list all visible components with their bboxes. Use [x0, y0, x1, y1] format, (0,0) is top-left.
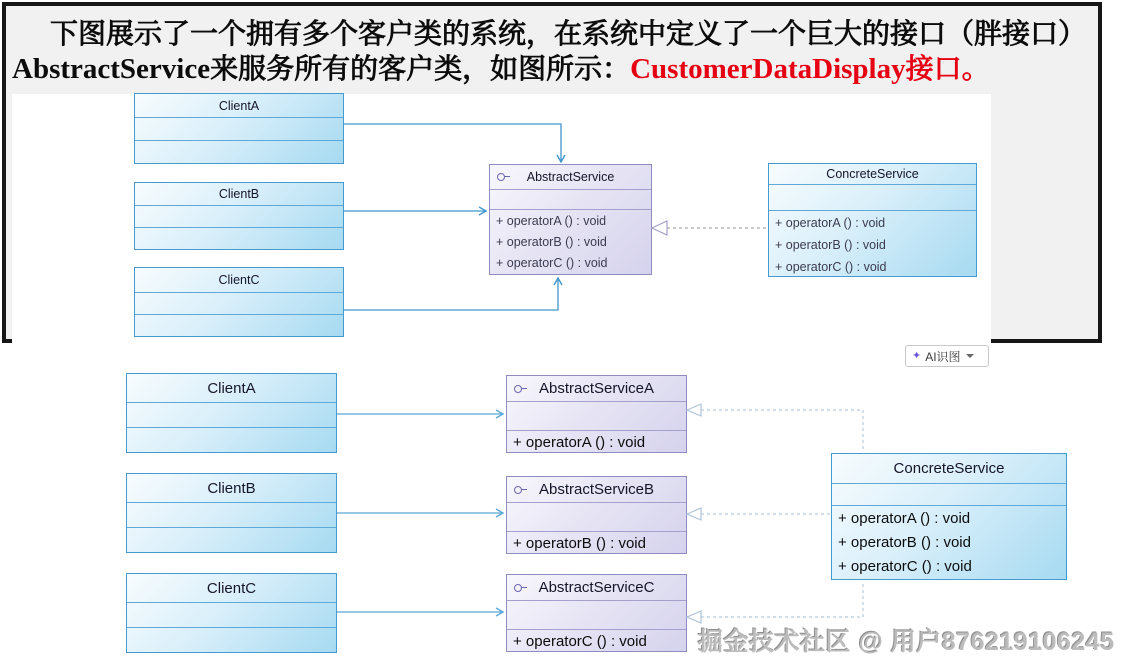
bottom-interface-abstractservicea	[506, 375, 687, 453]
interface-title	[490, 165, 651, 189]
headline-line1: 下图展示了一个拥有多个客户类的系统，在系统中定义了一个巨大的接口（胖接口）	[50, 18, 1087, 49]
attributes-compartment	[832, 483, 1066, 505]
class-title: ClientB	[218, 187, 260, 201]
top-class-clientc	[134, 267, 344, 337]
attributes-compartment	[507, 401, 686, 430]
method: + operatorC () : void	[838, 558, 972, 575]
method: + operatorC () : void	[513, 633, 647, 650]
class-title: ClientC	[218, 273, 260, 287]
top-class-clientb	[134, 182, 344, 250]
bottom-interface-abstractservicec	[506, 574, 687, 652]
interface-title	[507, 376, 686, 401]
watermark: 掘金技术社区 @ 用户876219106245	[698, 628, 1115, 656]
realization-triangle	[687, 404, 701, 416]
attributes-compartment	[135, 292, 343, 314]
attributes-compartment	[507, 502, 686, 531]
class-title: ConcreteService	[826, 167, 919, 181]
class-title: ClientA	[207, 379, 256, 397]
interface-lollipop-icon	[514, 486, 522, 494]
class-title: ClientA	[218, 98, 260, 113]
class-title: ClientB	[207, 479, 256, 497]
interface-name: AbstractService	[526, 170, 615, 184]
interface-name: AbstractServiceB	[538, 481, 655, 498]
operations-compartment	[832, 505, 1066, 579]
attributes-compartment	[769, 184, 976, 210]
operations-compartment	[135, 227, 343, 249]
method: + operatorC () : void	[775, 260, 887, 274]
chevron-down-icon	[966, 354, 974, 358]
class-title: ConcreteService	[893, 460, 1005, 477]
operations-compartment	[127, 627, 336, 652]
attributes-compartment	[507, 600, 686, 629]
method: + operatorB () : void	[775, 238, 886, 252]
attributes-compartment	[490, 189, 651, 209]
interface-name: AbstractServiceC	[538, 579, 655, 596]
top-class-clienta	[134, 93, 344, 164]
method: + operatorA () : void	[513, 434, 646, 451]
method: + operatorB () : void	[513, 535, 646, 552]
headline	[12, 16, 1102, 86]
interface-lollipop-icon	[497, 173, 505, 181]
top-interface-abstractservice	[489, 164, 652, 275]
operations-compartment	[507, 430, 686, 452]
headline-red-latin: CustomerDataDisplay	[630, 53, 906, 85]
attributes-compartment	[135, 117, 343, 140]
bottom-class-clientb	[126, 473, 337, 553]
bottom-class-concreteservice	[831, 453, 1067, 580]
method: + operatorC () : void	[496, 256, 608, 270]
ai-recognize-button[interactable]	[905, 345, 989, 367]
ai-button-label: AI识图	[925, 349, 961, 364]
operations-compartment	[769, 210, 976, 276]
class-title: ClientC	[206, 579, 257, 597]
interface-title	[507, 477, 686, 502]
method: + operatorA () : void	[496, 214, 607, 228]
operations-compartment	[507, 629, 686, 651]
method: + operatorA () : void	[775, 216, 886, 230]
method: + operatorB () : void	[838, 534, 971, 551]
operations-compartment	[490, 209, 651, 274]
headline-abstractservice: AbstractService	[12, 53, 211, 85]
headline-mid: 来服务所有的客户类，如图所示：	[210, 53, 631, 84]
interface-name: AbstractServiceA	[538, 380, 655, 397]
headline-red-cjk: 接口。	[905, 53, 990, 84]
bottom-class-clientc	[126, 573, 337, 653]
realization-triangle	[687, 508, 701, 520]
interface-lollipop-icon	[514, 584, 522, 592]
operations-compartment	[507, 531, 686, 553]
operations-compartment	[135, 140, 343, 163]
interface-lollipop-icon	[514, 385, 522, 393]
attributes-compartment	[127, 402, 336, 427]
attributes-compartment	[127, 602, 336, 627]
bottom-class-clienta	[126, 373, 337, 453]
realization-concreteservice-to-abstractservicec	[701, 581, 863, 617]
ai-sparkle-icon: ✦	[912, 349, 922, 362]
operations-compartment	[127, 427, 336, 452]
headline-line2	[12, 52, 1102, 86]
attributes-compartment	[127, 502, 336, 527]
method: + operatorA () : void	[838, 510, 971, 527]
bottom-interface-abstractserviceb	[506, 476, 687, 554]
realization-concreteservice-to-abstractservicea	[701, 410, 863, 452]
top-class-concreteservice	[768, 163, 977, 277]
attributes-compartment	[135, 205, 343, 227]
operations-compartment	[127, 527, 336, 552]
method: + operatorB () : void	[496, 235, 607, 249]
interface-title	[507, 575, 686, 600]
operations-compartment	[135, 314, 343, 336]
